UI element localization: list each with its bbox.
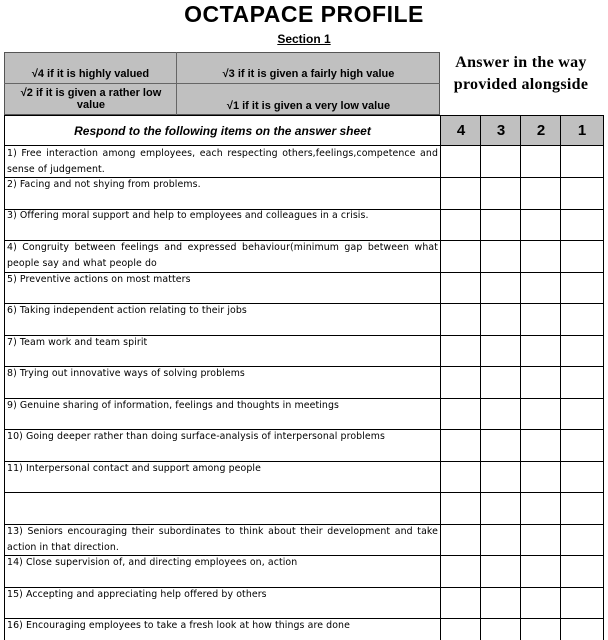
answer-cell-item2-4[interactable] xyxy=(441,178,481,209)
item-2-text: 2) Facing and not shying from problems. xyxy=(7,179,201,190)
answer-cell-item4-1[interactable] xyxy=(561,241,601,272)
page-title: OCTAPACE PROFILE xyxy=(184,1,424,27)
answer-cell-item8-4[interactable] xyxy=(441,367,481,398)
answer-cell-item16-3[interactable] xyxy=(481,619,521,640)
item-9-text: 9) Genuine sharing of information, feelings and thoughts in meetings xyxy=(7,400,339,411)
answer-cell-item13-1[interactable] xyxy=(561,525,601,556)
answer-cell-item12-2[interactable] xyxy=(521,493,561,524)
answer-cell-item13-2[interactable] xyxy=(521,525,561,556)
answer-cell-item14-2[interactable] xyxy=(521,556,561,587)
answer-cell-item3-1[interactable] xyxy=(561,210,601,241)
answer-cell-item1-1[interactable] xyxy=(561,146,601,177)
item-4-text: 4) Congruity between feelings and expressed behaviour(minimum gap between what people say and what people do xyxy=(7,242,438,269)
column-header-2: 2 xyxy=(521,116,561,145)
answer-cell-item6-3[interactable] xyxy=(481,304,521,335)
answer-cell-item8-2[interactable] xyxy=(521,367,561,398)
answer-cell-item2-1[interactable] xyxy=(561,178,601,209)
answer-cell-item4-4[interactable] xyxy=(441,241,481,272)
answer-cell-item10-4[interactable] xyxy=(441,430,481,461)
answer-cell-item14-3[interactable] xyxy=(481,556,521,587)
answer-cell-item13-4[interactable] xyxy=(441,525,481,556)
answer-cell-item15-1[interactable] xyxy=(561,588,601,619)
answer-cell-item7-1[interactable] xyxy=(561,336,601,367)
item-3-text: 3) Offering moral support and help to employees and colleagues in a crisis. xyxy=(7,210,369,221)
item-11-text: 11) Interpersonal contact and support among people xyxy=(7,463,261,474)
item-7-text: 7) Team work and team spirit xyxy=(7,337,148,348)
answer-cell-item1-2[interactable] xyxy=(521,146,561,177)
item-8-text: 8) Trying out innovative ways of solving problems xyxy=(7,368,245,379)
answer-cell-item9-3[interactable] xyxy=(481,399,521,430)
answer-cell-item3-2[interactable] xyxy=(521,210,561,241)
answer-cell-item12-4[interactable] xyxy=(441,493,481,524)
answer-cell-item6-2[interactable] xyxy=(521,304,561,335)
answer-cell-item13-3[interactable] xyxy=(481,525,521,556)
answer-cell-item6-1[interactable] xyxy=(561,304,601,335)
column-header-1: 1 xyxy=(561,116,603,145)
answer-cell-item11-3[interactable] xyxy=(481,462,521,493)
answer-cell-item5-1[interactable] xyxy=(561,273,601,304)
legend-divider-horizontal xyxy=(4,83,440,84)
answer-cell-item9-4[interactable] xyxy=(441,399,481,430)
answer-cell-item14-1[interactable] xyxy=(561,556,601,587)
item-5-text: 5) Preventive actions on most matters xyxy=(7,274,191,285)
legend-scale-2: √2 if it is given a rather low value xyxy=(20,87,162,111)
answer-cell-item12-3[interactable] xyxy=(481,493,521,524)
answer-cell-item15-2[interactable] xyxy=(521,588,561,619)
answer-cell-item9-2[interactable] xyxy=(521,399,561,430)
answer-cell-item1-4[interactable] xyxy=(441,146,481,177)
answer-cell-item11-2[interactable] xyxy=(521,462,561,493)
answer-cell-item16-1[interactable] xyxy=(561,619,601,640)
answer-cell-item3-3[interactable] xyxy=(481,210,521,241)
answer-cell-item11-1[interactable] xyxy=(561,462,601,493)
answer-cell-item9-1[interactable] xyxy=(561,399,601,430)
answer-cell-item12-1[interactable] xyxy=(561,493,601,524)
answer-cell-item10-2[interactable] xyxy=(521,430,561,461)
answer-cell-item7-2[interactable] xyxy=(521,336,561,367)
item-1-text: 1) Free interaction among employees, each respecting others,feelings,competence and sense of judgement. xyxy=(7,148,438,175)
legend-scale-1: √1 if it is given a very low value xyxy=(226,100,391,112)
item-16-text: 16) Encouraging employees to take a fresh look at how things are done xyxy=(7,620,350,631)
legend-scale-4: √4 if it is highly valued xyxy=(31,68,150,80)
answer-cell-item15-4[interactable] xyxy=(441,588,481,619)
answer-cell-item8-3[interactable] xyxy=(481,367,521,398)
item-10-text: 10) Going deeper rather than doing surface-analysis of interpersonal problems xyxy=(7,431,386,442)
answer-cell-item5-2[interactable] xyxy=(521,273,561,304)
answer-cell-item3-4[interactable] xyxy=(441,210,481,241)
answer-cell-item7-3[interactable] xyxy=(481,336,521,367)
item-15-text: 15) Accepting and appreciating help offered by others xyxy=(7,589,267,600)
answer-cell-item15-3[interactable] xyxy=(481,588,521,619)
answer-cell-item1-3[interactable] xyxy=(481,146,521,177)
answer-cell-item5-3[interactable] xyxy=(481,273,521,304)
respond-header: Respond to the following items on the answer sheet xyxy=(74,123,371,138)
answer-cell-item4-3[interactable] xyxy=(481,241,521,272)
answer-cell-item7-4[interactable] xyxy=(441,336,481,367)
answer-instruction: Answer in the way provided alongside xyxy=(453,54,589,93)
answer-cell-item10-3[interactable] xyxy=(481,430,521,461)
column-header-3: 3 xyxy=(481,116,521,145)
answer-cell-item14-4[interactable] xyxy=(441,556,481,587)
answer-cell-item2-2[interactable] xyxy=(521,178,561,209)
answer-cell-item4-2[interactable] xyxy=(521,241,561,272)
answer-cell-item5-4[interactable] xyxy=(441,273,481,304)
answer-cell-item6-4[interactable] xyxy=(441,304,481,335)
section-heading: Section 1 xyxy=(277,32,331,46)
item-6-text: 6) Taking independent action relating to their jobs xyxy=(7,305,247,316)
item-14-text: 14) Close supervision of, and directing employees on, action xyxy=(7,557,298,568)
legend-scale-3: √3 if it is given a fairly high value xyxy=(222,68,395,80)
answer-cell-item16-2[interactable] xyxy=(521,619,561,640)
item-13-text: 13) Seniors encouraging their subordinates to think about their development and take action in that direction. xyxy=(7,526,438,553)
column-header-4: 4 xyxy=(441,116,481,145)
answer-cell-item11-4[interactable] xyxy=(441,462,481,493)
answer-cell-item8-1[interactable] xyxy=(561,367,601,398)
answer-cell-item2-3[interactable] xyxy=(481,178,521,209)
answer-cell-item16-4[interactable] xyxy=(441,619,481,640)
answer-cell-item10-1[interactable] xyxy=(561,430,601,461)
